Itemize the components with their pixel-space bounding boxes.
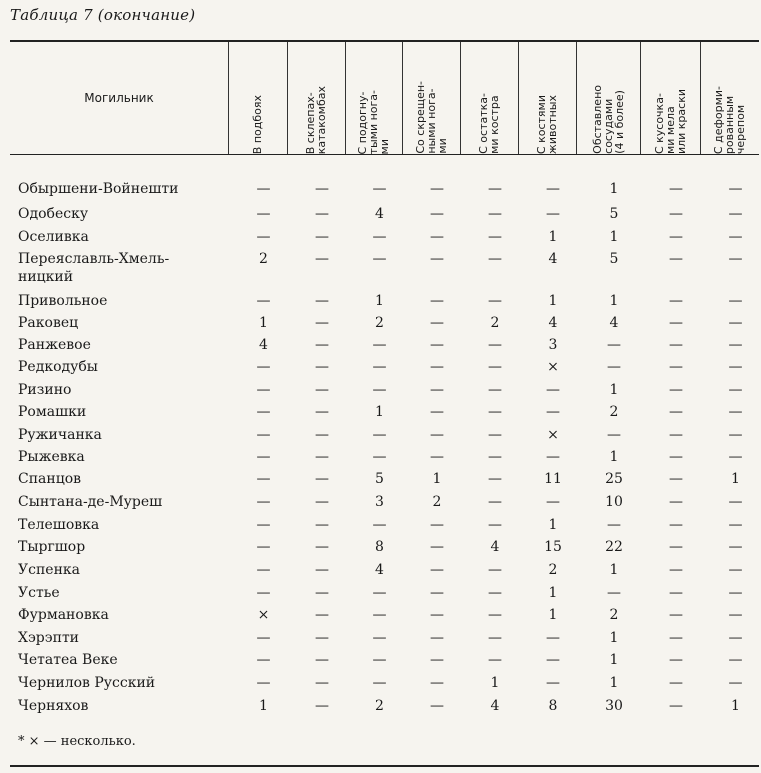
cell-chalk-or-paint: — — [669, 315, 683, 331]
table-row — [0, 516, 761, 538]
header-col-label: С остатка- ми костра — [477, 93, 501, 154]
cell-animal-bones: — — [546, 181, 560, 197]
cell-fire-remains: — — [488, 562, 502, 578]
cell-chalk-or-paint: — — [669, 251, 683, 267]
cell-legs-crossed: — — [430, 359, 444, 375]
cell-chalk-or-paint: — — [669, 359, 683, 375]
cell-deformed-skull: — — [728, 630, 743, 646]
cell-vessels-4-plus: 4 — [609, 315, 619, 331]
cell-animal-bones: 2 — [548, 562, 558, 578]
cell-in-niches: — — [256, 585, 271, 601]
cell-chalk-or-paint: — — [669, 337, 683, 353]
cell-fire-remains: — — [488, 494, 502, 510]
cell-in-niches: × — [257, 607, 270, 623]
burial-ground-name: Чернилов Русский — [18, 675, 156, 691]
header-col-label: Со скрещен- ными нога- ми — [413, 81, 449, 154]
cell-deformed-skull: — — [728, 337, 743, 353]
cell-legs-bent: — — [372, 359, 387, 375]
cell-in-catacomb-vaults: — — [315, 630, 329, 646]
cell-in-niches: — — [256, 206, 271, 222]
cell-deformed-skull: — — [728, 382, 743, 398]
cell-fire-remains: — — [488, 471, 502, 487]
cell-vessels-4-plus: 1 — [609, 675, 619, 691]
cell-legs-crossed: — — [430, 539, 444, 555]
cell-in-catacomb-vaults: — — [315, 315, 329, 331]
cell-animal-bones: 1 — [548, 585, 558, 601]
cell-deformed-skull: — — [728, 181, 743, 197]
cell-vessels-4-plus: 30 — [605, 698, 623, 714]
cell-deformed-skull: — — [728, 675, 743, 691]
cell-in-niches: 4 — [259, 337, 268, 353]
cell-vessels-4-plus: 1 — [609, 181, 619, 197]
cell-in-niches: — — [256, 404, 271, 420]
table-row — [0, 358, 761, 380]
header-col-in-catacomb-vaults — [287, 42, 345, 154]
cell-fire-remains: 1 — [490, 675, 500, 691]
burial-ground-name: Черняхов — [18, 698, 89, 714]
cell-in-niches: — — [256, 494, 271, 510]
burial-ground-name: Переяславль-Хмель- ницкий — [18, 251, 170, 285]
cell-chalk-or-paint: — — [669, 382, 683, 398]
cell-animal-bones: — — [546, 382, 560, 398]
cell-chalk-or-paint: — — [669, 181, 683, 197]
cell-legs-crossed: — — [430, 427, 444, 443]
burial-ground-name: Фурмановка — [18, 607, 109, 623]
cell-in-niches: — — [256, 539, 271, 555]
cell-chalk-or-paint: — — [669, 471, 683, 487]
header-col-legs-bent — [345, 42, 402, 154]
cell-vessels-4-plus: — — [607, 427, 621, 443]
cell-legs-bent: 2 — [375, 698, 384, 714]
table-row — [0, 561, 761, 583]
cell-vessels-4-plus: 22 — [605, 539, 623, 555]
cell-fire-remains: — — [488, 251, 502, 267]
burial-ground-name: Ранжевое — [18, 337, 91, 353]
cell-in-catacomb-vaults: — — [315, 585, 329, 601]
cell-chalk-or-paint: — — [669, 630, 683, 646]
cell-legs-bent: 3 — [375, 494, 384, 510]
cell-animal-bones: — — [546, 675, 560, 691]
cell-vessels-4-plus: — — [607, 359, 621, 375]
cell-legs-bent: 1 — [375, 404, 384, 420]
cell-deformed-skull: — — [728, 251, 743, 267]
cell-deformed-skull: — — [728, 404, 743, 420]
cell-in-catacomb-vaults: — — [315, 293, 329, 309]
cell-deformed-skull: — — [728, 562, 743, 578]
cell-in-niches: — — [256, 517, 271, 533]
cell-chalk-or-paint: — — [669, 585, 683, 601]
cell-chalk-or-paint: — — [669, 517, 683, 533]
cell-vessels-4-plus: — — [607, 517, 621, 533]
cell-fire-remains: — — [488, 181, 502, 197]
cell-legs-crossed: — — [430, 315, 444, 331]
table-row — [0, 403, 761, 425]
cell-in-catacomb-vaults: — — [315, 427, 329, 443]
cell-in-niches: — — [256, 229, 271, 245]
cell-animal-bones: 1 — [548, 517, 558, 533]
burial-ground-name: Рыжевка — [18, 449, 85, 465]
burial-ground-name: Телешовка — [18, 517, 100, 533]
cell-in-catacomb-vaults: — — [315, 359, 329, 375]
cell-in-niches: 1 — [259, 315, 268, 331]
cell-deformed-skull: — — [728, 359, 743, 375]
cell-animal-bones: — — [546, 652, 560, 668]
cell-fire-remains: — — [488, 359, 502, 375]
cell-in-niches: — — [256, 449, 271, 465]
burial-ground-name: Раковец — [18, 315, 79, 331]
table-caption: Таблица 7 (окончание) — [10, 6, 196, 24]
table-row — [0, 448, 761, 470]
cell-deformed-skull: — — [728, 517, 743, 533]
cell-chalk-or-paint: — — [669, 206, 683, 222]
cell-deformed-skull: 1 — [731, 698, 740, 714]
burial-ground-name: Тыргшор — [18, 539, 86, 555]
cell-legs-crossed: 1 — [432, 471, 442, 487]
cell-legs-crossed: — — [430, 404, 444, 420]
cell-chalk-or-paint: — — [669, 293, 683, 309]
cell-legs-bent: — — [372, 229, 387, 245]
cell-animal-bones: 15 — [544, 539, 562, 555]
cell-animal-bones: × — [547, 359, 559, 375]
header-col-vessels-4-plus — [576, 42, 640, 154]
cell-legs-crossed: — — [430, 562, 444, 578]
cell-fire-remains: 4 — [490, 698, 500, 714]
cell-in-catacomb-vaults: — — [315, 494, 329, 510]
cell-vessels-4-plus: 2 — [609, 404, 619, 420]
cell-legs-bent: — — [372, 630, 387, 646]
bottom-rule — [10, 765, 759, 767]
cell-deformed-skull: — — [728, 585, 743, 601]
cell-in-niches: — — [256, 293, 271, 309]
cell-deformed-skull: — — [728, 206, 743, 222]
burial-ground-name: Ризино — [18, 382, 72, 398]
cell-fire-remains: — — [488, 337, 502, 353]
cell-legs-bent: 5 — [375, 471, 384, 487]
cell-animal-bones: 1 — [548, 607, 558, 623]
cell-chalk-or-paint: — — [669, 427, 683, 443]
cell-chalk-or-paint: — — [669, 652, 683, 668]
table-row — [0, 606, 761, 628]
cell-legs-crossed: — — [430, 229, 444, 245]
cell-fire-remains: — — [488, 630, 502, 646]
table-row — [0, 629, 761, 651]
cell-legs-bent: — — [372, 382, 387, 398]
cell-in-niches: — — [256, 675, 271, 691]
cell-animal-bones: — — [546, 404, 560, 420]
cell-legs-crossed: — — [430, 585, 444, 601]
cell-legs-crossed: — — [430, 337, 444, 353]
cell-legs-crossed: — — [430, 675, 444, 691]
cell-legs-crossed: — — [430, 382, 444, 398]
cell-vessels-4-plus: 1 — [609, 293, 619, 309]
cell-legs-bent: — — [372, 517, 387, 533]
cell-chalk-or-paint: — — [669, 404, 683, 420]
cell-animal-bones: 11 — [544, 471, 562, 487]
burial-ground-name: Ружичанка — [18, 427, 102, 443]
cell-fire-remains: — — [488, 517, 502, 533]
cell-in-catacomb-vaults: — — [315, 337, 329, 353]
header-col-label: С подогну- тыми нога- ми — [356, 89, 391, 154]
cell-chalk-or-paint: — — [669, 675, 683, 691]
cell-fire-remains: — — [488, 585, 502, 601]
header-col-in-niches — [228, 42, 287, 154]
cell-legs-bent: — — [372, 652, 387, 668]
cell-legs-bent: 4 — [375, 206, 384, 222]
cell-fire-remains: — — [488, 206, 502, 222]
cell-deformed-skull: — — [728, 494, 743, 510]
cell-fire-remains: — — [488, 449, 502, 465]
cell-in-catacomb-vaults: — — [315, 251, 329, 267]
cell-chalk-or-paint: — — [669, 449, 683, 465]
footnote: * × — несколько. — [18, 734, 136, 749]
cell-deformed-skull: — — [728, 539, 743, 555]
burial-ground-name: Успенка — [18, 562, 81, 578]
cell-fire-remains: — — [488, 293, 502, 309]
header-col-label: С кусочка- ми мела или краски — [652, 88, 688, 154]
cell-in-niches: — — [256, 382, 271, 398]
cell-vessels-4-plus: 1 — [609, 229, 619, 245]
cell-in-catacomb-vaults: — — [315, 181, 329, 197]
cell-legs-crossed: — — [430, 517, 444, 533]
cell-legs-crossed: — — [430, 607, 444, 623]
table-row — [0, 697, 761, 719]
cell-deformed-skull: — — [728, 229, 743, 245]
cell-legs-bent: — — [372, 427, 387, 443]
cell-in-catacomb-vaults: — — [315, 449, 329, 465]
cell-deformed-skull: — — [728, 315, 743, 331]
header-col-legs-crossed — [402, 42, 460, 154]
cell-legs-crossed: — — [430, 206, 444, 222]
cell-legs-crossed: — — [430, 293, 444, 309]
cell-legs-bent: — — [372, 181, 387, 197]
cell-fire-remains: — — [488, 229, 502, 245]
cell-in-niches: — — [256, 652, 271, 668]
cell-vessels-4-plus: 1 — [609, 630, 619, 646]
cell-vessels-4-plus: 1 — [609, 652, 619, 668]
cell-fire-remains: — — [488, 607, 502, 623]
burial-ground-name: Устье — [18, 585, 60, 601]
cell-animal-bones: 4 — [548, 251, 558, 267]
cell-in-catacomb-vaults: — — [315, 562, 329, 578]
header-col-label: С костями животных — [535, 94, 559, 154]
cell-animal-bones: — — [546, 449, 560, 465]
cell-deformed-skull: 1 — [731, 471, 740, 487]
cell-deformed-skull: — — [728, 449, 743, 465]
header-rule — [10, 154, 759, 155]
cell-in-catacomb-vaults: — — [315, 652, 329, 668]
cell-in-niches: — — [256, 359, 271, 375]
cell-vessels-4-plus: 1 — [609, 382, 619, 398]
cell-legs-crossed: — — [430, 251, 444, 267]
table-row — [0, 470, 761, 492]
cell-vessels-4-plus: 10 — [605, 494, 623, 510]
table-row — [0, 584, 761, 606]
cell-fire-remains: — — [488, 652, 502, 668]
cell-legs-crossed: — — [430, 698, 444, 714]
header-col-fire-remains — [460, 42, 518, 154]
cell-vessels-4-plus: 25 — [605, 471, 623, 487]
cell-in-catacomb-vaults: — — [315, 698, 329, 714]
cell-in-catacomb-vaults: — — [315, 539, 329, 555]
cell-in-catacomb-vaults: — — [315, 675, 329, 691]
cell-animal-bones: 8 — [548, 698, 558, 714]
cell-deformed-skull: — — [728, 652, 743, 668]
cell-vessels-4-plus: 1 — [609, 562, 619, 578]
header-col-label: Обставлено сосудами (4 и более) — [590, 85, 626, 154]
cell-vessels-4-plus: — — [607, 337, 621, 353]
cell-legs-bent: — — [372, 607, 387, 623]
cell-chalk-or-paint: — — [669, 562, 683, 578]
header-burial-ground: Могильник — [84, 91, 154, 105]
cell-chalk-or-paint: — — [669, 539, 683, 555]
cell-animal-bones: 3 — [548, 337, 558, 353]
cell-in-catacomb-vaults: — — [315, 607, 329, 623]
cell-in-niches: — — [256, 181, 271, 197]
cell-fire-remains: — — [488, 404, 502, 420]
cell-legs-bent: 1 — [375, 293, 384, 309]
cell-legs-crossed: — — [430, 652, 444, 668]
table-row — [0, 180, 761, 202]
cell-legs-bent: — — [372, 585, 387, 601]
table-row — [0, 205, 761, 227]
cell-legs-bent: — — [372, 449, 387, 465]
cell-in-niches: 1 — [259, 698, 268, 714]
cell-legs-crossed: — — [430, 630, 444, 646]
burial-ground-name: Сынтана-де-Муреш — [18, 494, 163, 510]
cell-legs-bent: 8 — [375, 539, 384, 555]
cell-animal-bones: — — [546, 494, 560, 510]
table-row — [0, 538, 761, 560]
table-row — [0, 250, 761, 285]
cell-in-catacomb-vaults: — — [315, 471, 329, 487]
cell-legs-bent: — — [372, 337, 387, 353]
burial-ground-name: Редкодубы — [18, 359, 98, 375]
table-row — [0, 426, 761, 448]
table-row — [0, 381, 761, 403]
cell-legs-crossed: 2 — [432, 494, 442, 510]
cell-legs-bent: — — [372, 251, 387, 267]
cell-legs-crossed: — — [430, 181, 444, 197]
cell-in-catacomb-vaults: — — [315, 229, 329, 245]
burial-ground-name: Спанцов — [18, 471, 82, 487]
cell-deformed-skull: — — [728, 293, 743, 309]
cell-fire-remains: 4 — [490, 539, 500, 555]
cell-vessels-4-plus: 1 — [609, 449, 619, 465]
cell-vessels-4-plus: — — [607, 585, 621, 601]
cell-in-niches: — — [256, 427, 271, 443]
cell-animal-bones: — — [546, 630, 560, 646]
cell-fire-remains: — — [488, 427, 502, 443]
table-row — [0, 493, 761, 515]
cell-vessels-4-plus: 5 — [609, 206, 619, 222]
cell-in-niches: — — [256, 562, 271, 578]
cell-legs-crossed: — — [430, 449, 444, 465]
cell-in-niches: 2 — [259, 251, 268, 267]
cell-in-catacomb-vaults: — — [315, 206, 329, 222]
cell-chalk-or-paint: — — [669, 494, 683, 510]
table-row — [0, 292, 761, 314]
header-col-chalk-or-paint — [640, 42, 700, 154]
cell-in-niches: — — [256, 630, 271, 646]
header-col-label: В склепах- катакомбах — [304, 85, 328, 154]
cell-vessels-4-plus: 5 — [609, 251, 619, 267]
cell-in-catacomb-vaults: — — [315, 404, 329, 420]
cell-deformed-skull: — — [728, 427, 743, 443]
cell-in-catacomb-vaults: — — [315, 517, 329, 533]
cell-deformed-skull: — — [728, 607, 743, 623]
cell-vessels-4-plus: 2 — [609, 607, 619, 623]
table-row — [0, 674, 761, 696]
burial-ground-name: Четатеа Веке — [18, 652, 118, 668]
cell-fire-remains: — — [488, 382, 502, 398]
burial-ground-name: Оселивка — [18, 229, 89, 245]
cell-chalk-or-paint: — — [669, 229, 683, 245]
cell-legs-bent: 4 — [375, 562, 384, 578]
burial-ground-name: Привольное — [18, 293, 108, 309]
table-row — [0, 228, 761, 250]
cell-animal-bones: 4 — [548, 315, 558, 331]
cell-in-niches: — — [256, 471, 271, 487]
cell-legs-bent: — — [372, 675, 387, 691]
burial-ground-name: Ромашки — [18, 404, 87, 420]
cell-animal-bones: — — [546, 206, 560, 222]
header-col-animal-bones — [518, 42, 576, 154]
cell-animal-bones: × — [547, 427, 559, 443]
cell-chalk-or-paint: — — [669, 607, 683, 623]
header-col-label: С деформи- рованным черепом — [712, 85, 747, 154]
burial-ground-name: Обыршени-Войнешти — [18, 181, 179, 197]
cell-legs-bent: 2 — [375, 315, 384, 331]
cell-animal-bones: 1 — [548, 229, 558, 245]
cell-in-catacomb-vaults: — — [315, 382, 329, 398]
cell-animal-bones: 1 — [548, 293, 558, 309]
table-row — [0, 336, 761, 358]
cell-chalk-or-paint: — — [669, 698, 683, 714]
header-col-label: В подбоях — [251, 94, 264, 154]
burial-ground-name: Хэрэпти — [18, 630, 80, 646]
burial-ground-name: Одобеску — [18, 206, 89, 222]
table-row — [0, 314, 761, 336]
header-col-deformed-skull — [700, 42, 759, 154]
cell-fire-remains: 2 — [490, 315, 500, 331]
table-row — [0, 651, 761, 673]
